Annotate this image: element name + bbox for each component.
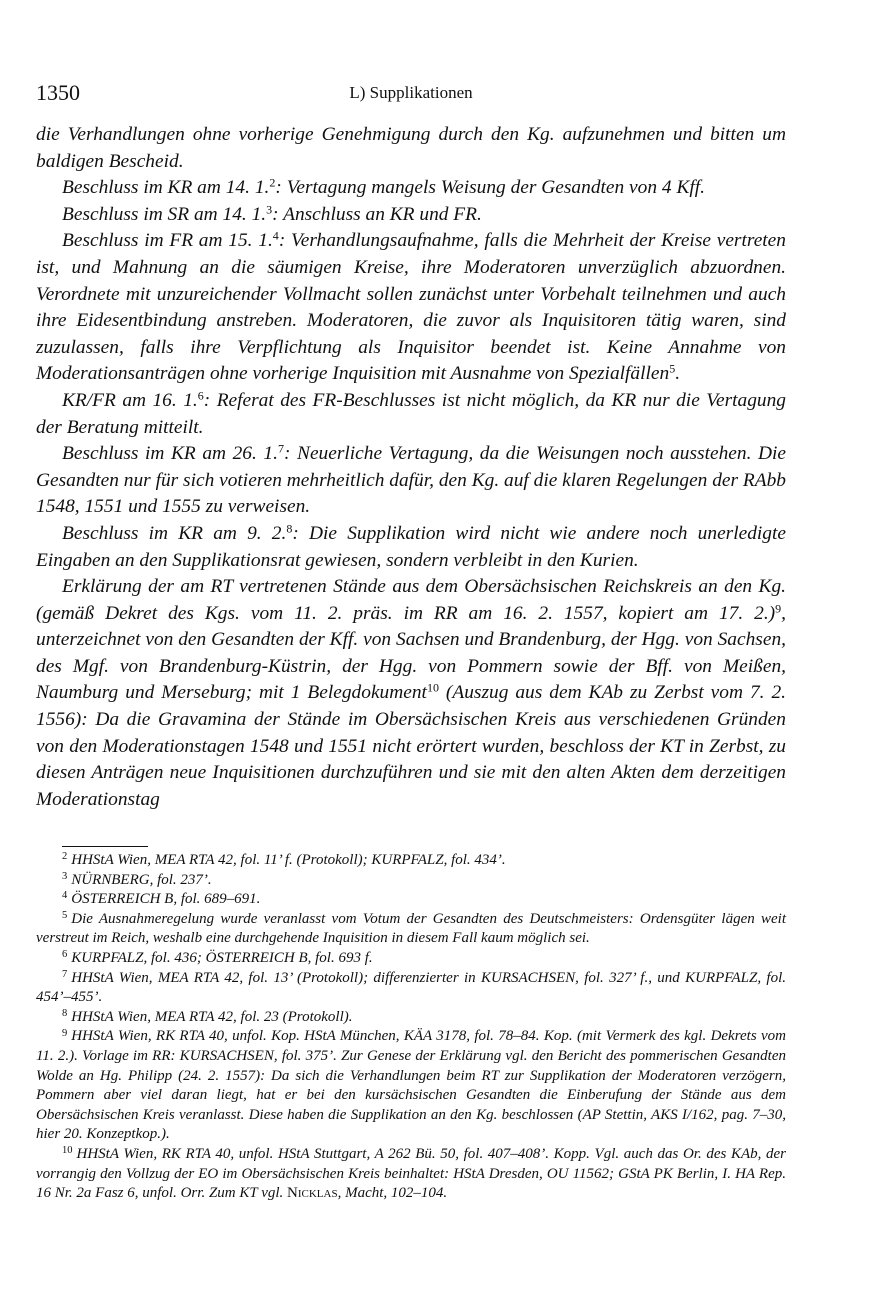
footnotes xyxy=(36,851,786,1204)
paragraph-kr-9-2: Beschluss im KR am 9. 2.$^8$: Die Supplikation wird nicht wie andere noch unerledigte Eingaben an den Supplikationsrat gewiesen, sondern verbleibt in den Kurien. xyxy=(36,521,786,571)
footnote-ref: 4 xyxy=(272,228,279,243)
footnote-9: $^9$ HHStA Wien, RK RTA 40, unfol. Kop. HStA München, KÄA 3178, fol. 78–84. Kop. (mit Vermerk des kgl. Dekrets vom 11. 2.). Vorlage im RR: KURSACHSEN, fol. 375’. Zur Genese der Erklärung vgl. den Bericht des pommerischen Gesandten Wolde an Hg. Philipp (24. 2. 1557): Da sich die Verhandlungen beim RT zur Supplikation der Moderatoren verzögern, Pommern aber viel daran liegt, hat er bei den kursächsischen Gesandten die Einberufung der Stände aus dem Obersächsischen Kreis veranlasst. Diese haben die Supplikation an den Kg. beschlossen (AP Stettin, AKS I/162, pag. 7–30, hier 20. Konzeptkop.). xyxy=(36,1027,786,1143)
paragraph-continuation: die Verhandlungen ohne vorherige Genehmigung durch den Kg. aufzunehmen und bitten um baldigen Bescheid. xyxy=(36,124,786,172)
paragraph-kr-26-1: Beschluss im KR am 26. 1.$^7$: Neuerliche Vertagung, da die Weisungen noch ausstehen. Die Gesandten nur für sich votieren mehrheitlich dafür, den Kg. auf die klaren Regelungen der RAbb 1548, 1551 und 1555 zu verweisen. xyxy=(36,441,786,518)
footnote-ref: 5 xyxy=(669,361,676,376)
paragraph-erklaerung: Erklärung der am RT vertretenen Stände aus dem Obersächsischen Reichskreis an den Kg. (gemäß Dekret des Kgs. vom 11. 2. präs. im RR am 16. 2. 1557, kopiert am 17. 2.)$^9$, unterzeichnet von den Gesandten der Kff. von Sachsen und Brandenburg, der Hgg. von Sachsen, des Mgf. von Brandenburg-Küstrin, der Hgg. von Pommern sowie der Bff. von Meißen, Naumburg und Merseburg; mit 1 Belegdokument$^{10}$ (Auszug aus dem KAb zu Zerbst vom 7. 2. 1556): Da die Gravamina der Stände im Obersächsischen Kreis aus verschiedenen Gründen von den Moderationstagen 1548 und 1551 nicht erörtert wurden, beschloss der KT in Zerbst, zu diesen Anträgen neue Inquisitionen durchzuführen und sie mit den alten Akten dem derzeitigen Moderationstag xyxy=(36,576,786,810)
paragraph-kr-fr-16-1: KR/FR am 16. 1.$^6$: Referat des FR-Beschlusses ist nicht möglich, da KR nur die Vertagung der Beratung mitteilt. xyxy=(36,388,786,438)
footnote-4: $^4$ ÖSTERREICH B, fol. 689–691. xyxy=(62,890,261,908)
paragraph-fr-15-1: Beschluss im FR am 15. 1.$^4$: Verhandlungsaufnahme, falls die Mehrheit der Kreise vertreten ist, und Mahnung an die säumigen Kreise, ihre Moderatoren unverzüglich abzuordnen. Verordnete mit unzureichender Vollmacht sollen zunächst unter Vorbehalt teilnehmen und auch ihre Eidesentbindung anstreben. Moderatoren, die zuvor als Inquisitoren tätig waren, sind zuzulassen, falls ihre Verpflichtung als Inquisitor beendet ist. Keine Annahme von Moderationsanträgen ohne vorherige Inquisition mit Ausnahme von Spezialfällen$^5$. xyxy=(36,228,786,385)
running-title: L) Supplikationen xyxy=(349,83,473,102)
footnote-6: $^6$ KURPFALZ, fol. 436; ÖSTERREICH B, fol. 693 f. xyxy=(62,949,373,966)
footnote-ref: 8 xyxy=(286,521,293,536)
footnote-7: $^7$ HHStA Wien, MEA RTA 42, fol. 13’ (Protokoll); differenzierter in KURSACHSEN, fol. 327’ f., und KURPFALZ, fol. 454’–455’. xyxy=(36,968,786,1006)
footnote-2: $^2$ HHStA Wien, MEA RTA 42, fol. 11’ f. (Protokoll); KURPFALZ, fol. 434’. xyxy=(62,851,506,868)
paragraph-kr-14-1: Beschluss im KR am 14. 1.$^2$: Vertagung mangels Weisung der Gesandten von 4 Kff. xyxy=(62,175,705,199)
main-text xyxy=(36,122,786,813)
page-number: 1350 xyxy=(36,80,80,105)
footnote-ref: 9 xyxy=(775,601,782,616)
footnote-ref: 7 xyxy=(277,441,284,456)
footnote-ref: 2 xyxy=(269,175,276,190)
footnote-5: $^5$ Die Ausnahmeregelung wurde veranlasst vom Votum der Gesandten des Deutschmeisters: Ordensgüter lägen weit verstreut im Reich, weshalb eine durchgehende Inquisition in diesem Fall kaum möglich sei. xyxy=(36,910,786,947)
footnote-ref: 6 xyxy=(197,388,204,403)
paragraph-sr-14-1: Beschluss im SR am 14. 1.$^3$: Anschluss an KR und FR. xyxy=(62,202,482,225)
footnote-8: $^8$ HHStA Wien, MEA RTA 42, fol. 23 (Protokoll). xyxy=(62,1008,353,1025)
page-header xyxy=(36,80,786,110)
author-name: Nicklas xyxy=(287,1185,338,1202)
footnote-divider xyxy=(62,846,148,847)
footnote-3: $^3$ NÜRNBERG, fol. 237’. xyxy=(62,870,212,888)
footnote-ref: 10 xyxy=(426,680,439,695)
footnote-10: $^{10}$ HHStA Wien, RK RTA 40, unfol. HStA Stuttgart, A 262 Bü. 50, fol. 407–408’. Kopp. Vgl. auch das Or. des KAb, der vorrangig den Vollzug der EO im Obersächsischen Kreis beinhaltet: HStA Dresden, OU 11562; GStA PK Berlin, I. HA Rep. 16 Nr. 2a Fasz 6, unfol. Orr. Zum KT vgl. Nicklas, Macht, 102–104. xyxy=(36,1145,786,1202)
footnote-ref: 3 xyxy=(266,202,273,217)
